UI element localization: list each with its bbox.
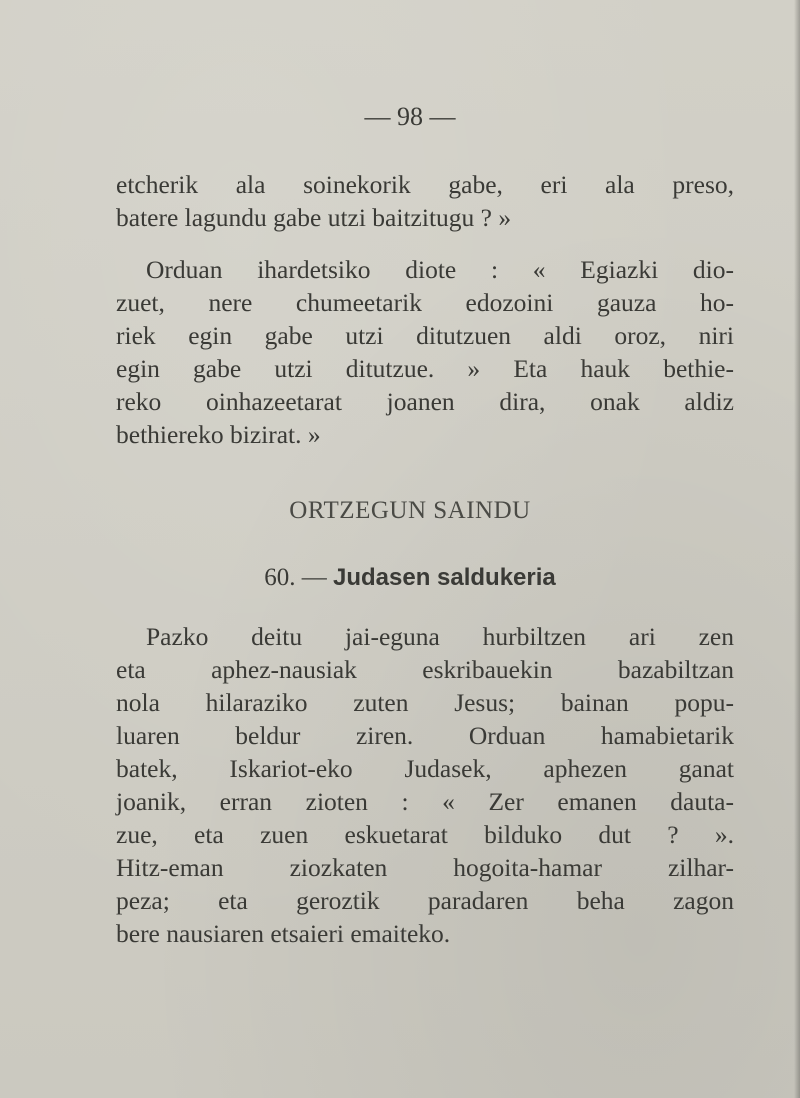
page-number: — 98 — bbox=[364, 102, 456, 131]
text-line: nola hilaraziko zuten Jesus; bainan popu- bbox=[116, 688, 734, 717]
paragraph-judgment bbox=[116, 253, 734, 451]
text-line: bere nausiaren etsaieri emaiteko. bbox=[116, 919, 451, 948]
text-line: Orduan ihardetsiko diote : « Egiazki dio- bbox=[146, 255, 734, 284]
page-edge-shadow bbox=[794, 0, 800, 1098]
text-line: Pazko deitu jai-eguna hurbiltzen ari zen bbox=[146, 622, 734, 651]
section-heading: ORTZEGUN SAINDU bbox=[289, 497, 531, 524]
text-line: bethiereko bizirat. » bbox=[116, 420, 321, 449]
text-line: peza; eta geroztik paradaren beha zagon bbox=[116, 886, 734, 915]
text-line: luaren beldur ziren. Orduan hamabietarik bbox=[116, 721, 734, 750]
text-line: egin gabe utzi ditutzue. » Eta hauk bethie- bbox=[116, 354, 734, 383]
text-line: riek egin gabe utzi ditutzuen aldi oroz, niri bbox=[116, 321, 734, 350]
chapter-number: 60. — bbox=[264, 564, 327, 591]
chapter-title: Judasen saldukeria bbox=[332, 564, 556, 591]
paragraph-continuation bbox=[116, 168, 734, 234]
text-line: batere lagundu gabe utzi baitzitugu ? » bbox=[116, 203, 512, 232]
text-line: zue, eta zuen eskuetarat bilduko dut ? ». bbox=[116, 820, 734, 849]
text-line: joanik, erran zioten : « Zer emanen dauta- bbox=[116, 787, 734, 816]
text-line: batek, Iskariot-eko Judasek, aphezen ganat bbox=[116, 754, 734, 783]
paragraph-judas bbox=[116, 620, 734, 950]
text-line: eta aphez-nausiak eskribauekin bazabiltzan bbox=[116, 655, 734, 684]
text-line: reko oinhazeetarat joanen dira, onak aldiz bbox=[116, 387, 734, 416]
text-line: etcherik ala soinekorik gabe, eri ala preso, bbox=[116, 170, 734, 199]
text-line: Hitz-eman ziozkaten hogoita-hamar zilhar- bbox=[116, 853, 734, 882]
chapter-heading bbox=[10, 564, 800, 592]
text-line: zuet, nere chumeetarik edozoini gauza ho- bbox=[116, 288, 734, 317]
